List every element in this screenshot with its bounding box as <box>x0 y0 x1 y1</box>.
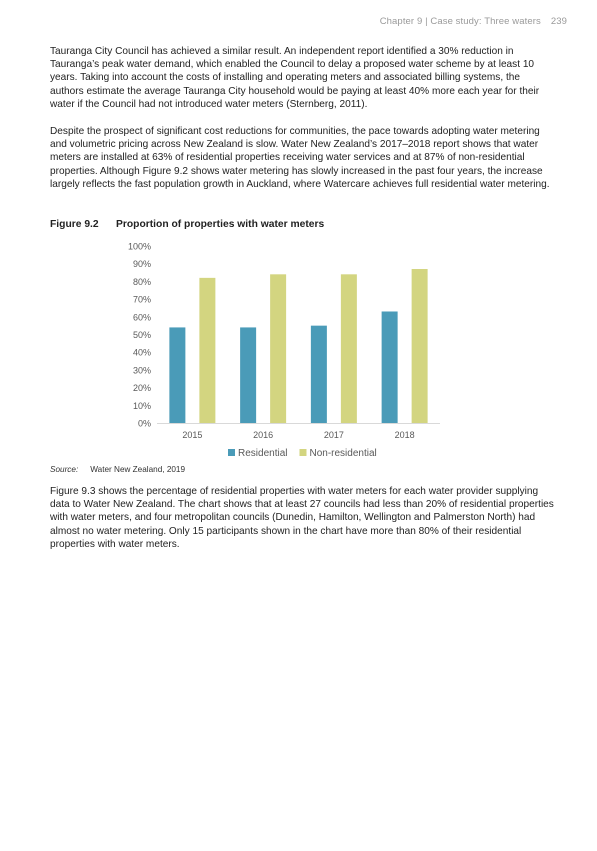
source-label: Source: <box>50 465 79 474</box>
bar-residential-2015 <box>169 327 185 423</box>
page-number: 239 <box>550 16 567 27</box>
bar-residential-2018 <box>382 311 398 423</box>
bar-non-residential-2018 <box>412 269 428 423</box>
y-tick-label: 60% <box>132 312 151 323</box>
bar-residential-2016 <box>240 327 256 423</box>
paragraph-figure-9-3: Figure 9.3 shows the percentage of residential properties with water meters for each water provider supplying data to Water New Zealand. The chart shows that at least 27 councils had less than 20% of residential properties with water meters, and four metropolitan councils (Dunedin, Hamilton, Wellington and Palmerston North) had almost no water metering. Only 15 participants shown in the chart have more than 80% of their residential properties with water meters. <box>50 486 554 550</box>
y-tick-label: 100% <box>127 241 151 252</box>
figure-caption <box>50 219 324 230</box>
y-tick-label: 90% <box>132 259 151 270</box>
legend-swatch-non-residential <box>299 449 306 456</box>
x-tick-label: 2015 <box>182 430 203 440</box>
paragraph-tauranga: Tauranga City Council has achieved a similar result. An independent report identified a 30% reduction in Tauranga’s peak water demand, which enabled the Council to delay a proposed water scheme by at least 10 years. Taking into account the costs of installing and operating meters and associated billing systems, the authors estimate the average Tauranga City household would be paying at least 40% more each year for their water if the Council had not introduced water meters (Sternberg, 2011). <box>50 46 540 110</box>
y-tick-label: 80% <box>132 276 151 287</box>
y-tick-label: 40% <box>132 347 151 358</box>
x-tick-label: 2017 <box>323 430 344 440</box>
bar-chart <box>115 238 455 466</box>
chapter-title: Chapter 9 | Case study: Three waters <box>379 16 541 27</box>
legend-label-residential: Residential <box>238 448 288 459</box>
x-tick-label: 2016 <box>253 430 274 440</box>
y-tick-label: 10% <box>132 400 151 411</box>
bar-non-residential-2016 <box>270 274 286 423</box>
y-tick-label: 50% <box>132 330 151 340</box>
bar-residential-2017 <box>311 326 327 423</box>
y-tick-label: 0% <box>137 418 151 429</box>
paragraph-adoption: Despite the prospect of significant cost reductions for communities, the pace towards adopting water metering and volumetric pricing across New Zealand is slow. Water New Zealand’s 2017–2018 report shows that water meters are installed at 63% of residential properties receiving water services and at 87% of non-residential properties. Although Figure 9.2 shows water metering has slowly increased in the past four years, the increase largely reflects the fast population growth in Auckland, where Watercare achieves full residential water metering. <box>50 126 550 190</box>
figure-number: Figure 9.2 <box>50 219 99 230</box>
bar-non-residential-2017 <box>341 274 357 423</box>
legend-swatch-residential <box>228 449 235 456</box>
y-tick-label: 30% <box>132 365 151 376</box>
figure-source <box>50 465 185 474</box>
legend-label-non-residential: Non-residential <box>309 448 377 459</box>
source-text: Water New Zealand, 2019 <box>90 465 186 474</box>
bar-non-residential-2015 <box>199 278 215 423</box>
running-header <box>380 16 567 27</box>
figure-title: Proportion of properties with water meters <box>116 219 325 230</box>
x-tick-label: 2018 <box>394 430 415 440</box>
y-tick-label: 70% <box>132 294 151 305</box>
y-tick-label: 20% <box>132 383 151 394</box>
